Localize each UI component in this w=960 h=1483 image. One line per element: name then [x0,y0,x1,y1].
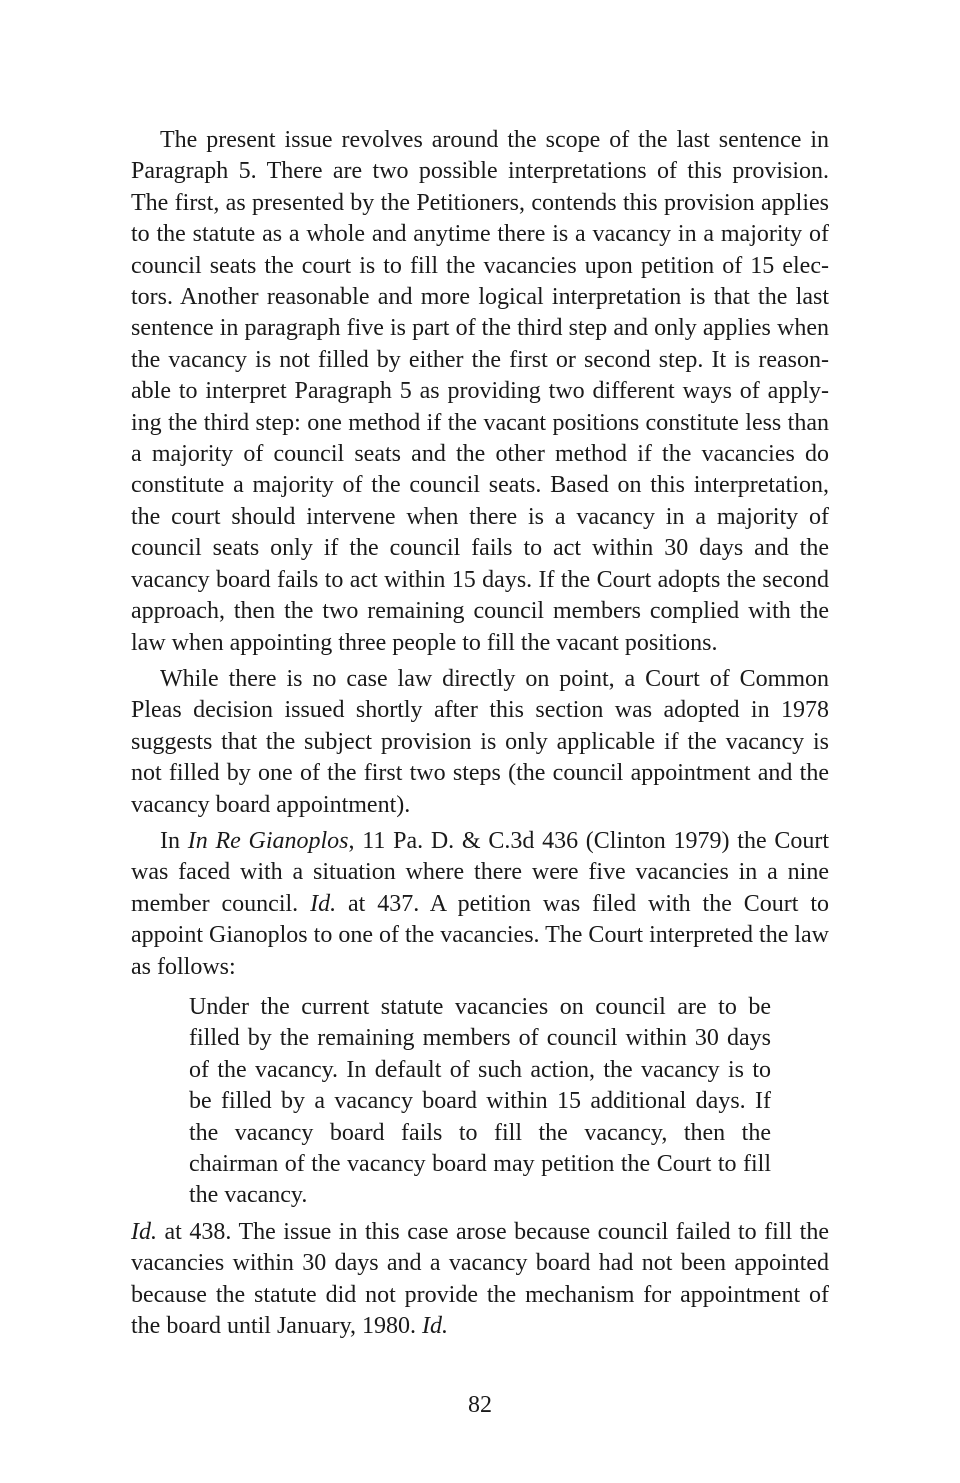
paragraph-gianoplos-middle: at 437. A petition was filed with the Court to appoint Gianoplos to one of the vacancies. The Court interpreted the law as follows: [131,890,830,980]
case-name: In Re Gianoplos [187,827,349,854]
paragraph-conclusion-text: at 438. The issue in this case arose because council failed to fill the vacancies within 30 days and a vacancy board had not been appointed because the statute did not provide the mechanism for appointment of the board until January, 1980. [131,1218,829,1340]
id-citation: Id. [310,890,337,917]
paragraph-scope-issue: The present issue revolves around the scope of the last sentence in Paragraph 5. There are two possible interpretations of this provision. The first, as presented by the Petitioners, contends this provision applies to the statute as a whole and anytime there is a vacancy in a majority of council seats the court is to fill the vacancies upon petition of 15 electors. Another reasonable and more logical interpretation is that the last sentence in paragraph five is part of the third step and only applies when the vacancy is not filled by either the first or second step. It is reasonable to interpret Paragraph 5 as providing two different ways of applying the third step: one method if the vacant positions constitute less than a majority of council seats and the other method if the vacancies do constitute a majority of the council seats. Based on this interpretation, the court should intervene when there is a vacancy in a majority of council seats only if the council fails to act within 30 days and the vacancy board fails to act within 15 days. If the Court adopts the second approach, then the two remaining council members complied with the law when appointing three people to fill the vacant positions. [131,127,829,656]
document-body [131,125,829,1342]
paragraph-gianoplos [131,826,829,983]
id-citation: Id. [422,1313,449,1340]
paragraph-gianoplos-citation: , 11 Pa. D. & C.3d 436 (Clinton 1979) the Court was faced with a situation where there were five vacancies in a nine member council. [131,827,830,917]
block-quote: Under the current statute vacancies on council are to be filled by the remaining members of council within 30 days of the vacancy. In default of such action, the vacancy is to be filled by a vacancy board within 15 additional days. If the vacancy board fails to fill the vacancy, then the chairman of the vacancy board may petition the Court to fill the vacancy. [189,993,771,1209]
id-citation: Id. [131,1218,157,1245]
page-number: 82 [468,1392,492,1418]
paragraph-conclusion [131,1217,829,1343]
paragraph-case-law: While there is no case law directly on point, a Court of Common Pleas decision issued shortly after this section was adopted in 1978 suggests that the subject provision is only applicable if the vacancy is not filled by one of the first two steps (the council appointment and the vacancy board appointment). [131,665,829,818]
paragraph-gianoplos-lead: In [160,827,188,854]
